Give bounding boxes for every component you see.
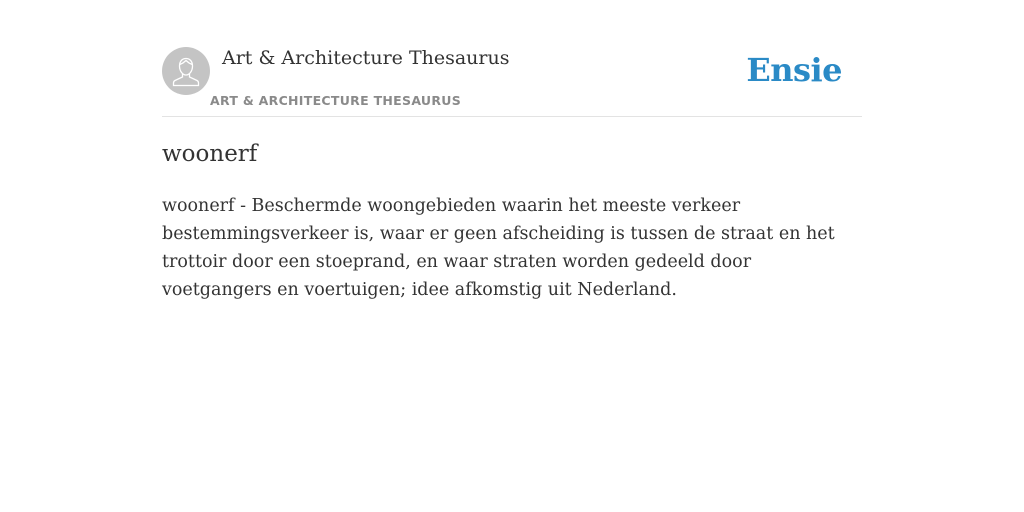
source-subtitle: ART & ARCHITECTURE THESAURUS: [210, 93, 462, 108]
user-placeholder-icon: [162, 47, 210, 95]
header: [162, 0, 862, 117]
avatar[interactable]: [162, 47, 210, 95]
ensie-logo[interactable]: Ensie: [746, 51, 842, 89]
entry-definition: woonerf - Beschermde woongebieden waarin het meeste verkeer bestemmingsverkeer is, waar er geen afscheiding is tussen de straat en het trottoir door een stoeprand, en waar straten worden gedeeld door voetgangers en voertuigen; idee afkomstig uit Nederland.: [162, 196, 835, 300]
source-title-link[interactable]: Art & Architecture Thesaurus: [222, 47, 510, 69]
entry-term: woonerf: [162, 141, 258, 167]
